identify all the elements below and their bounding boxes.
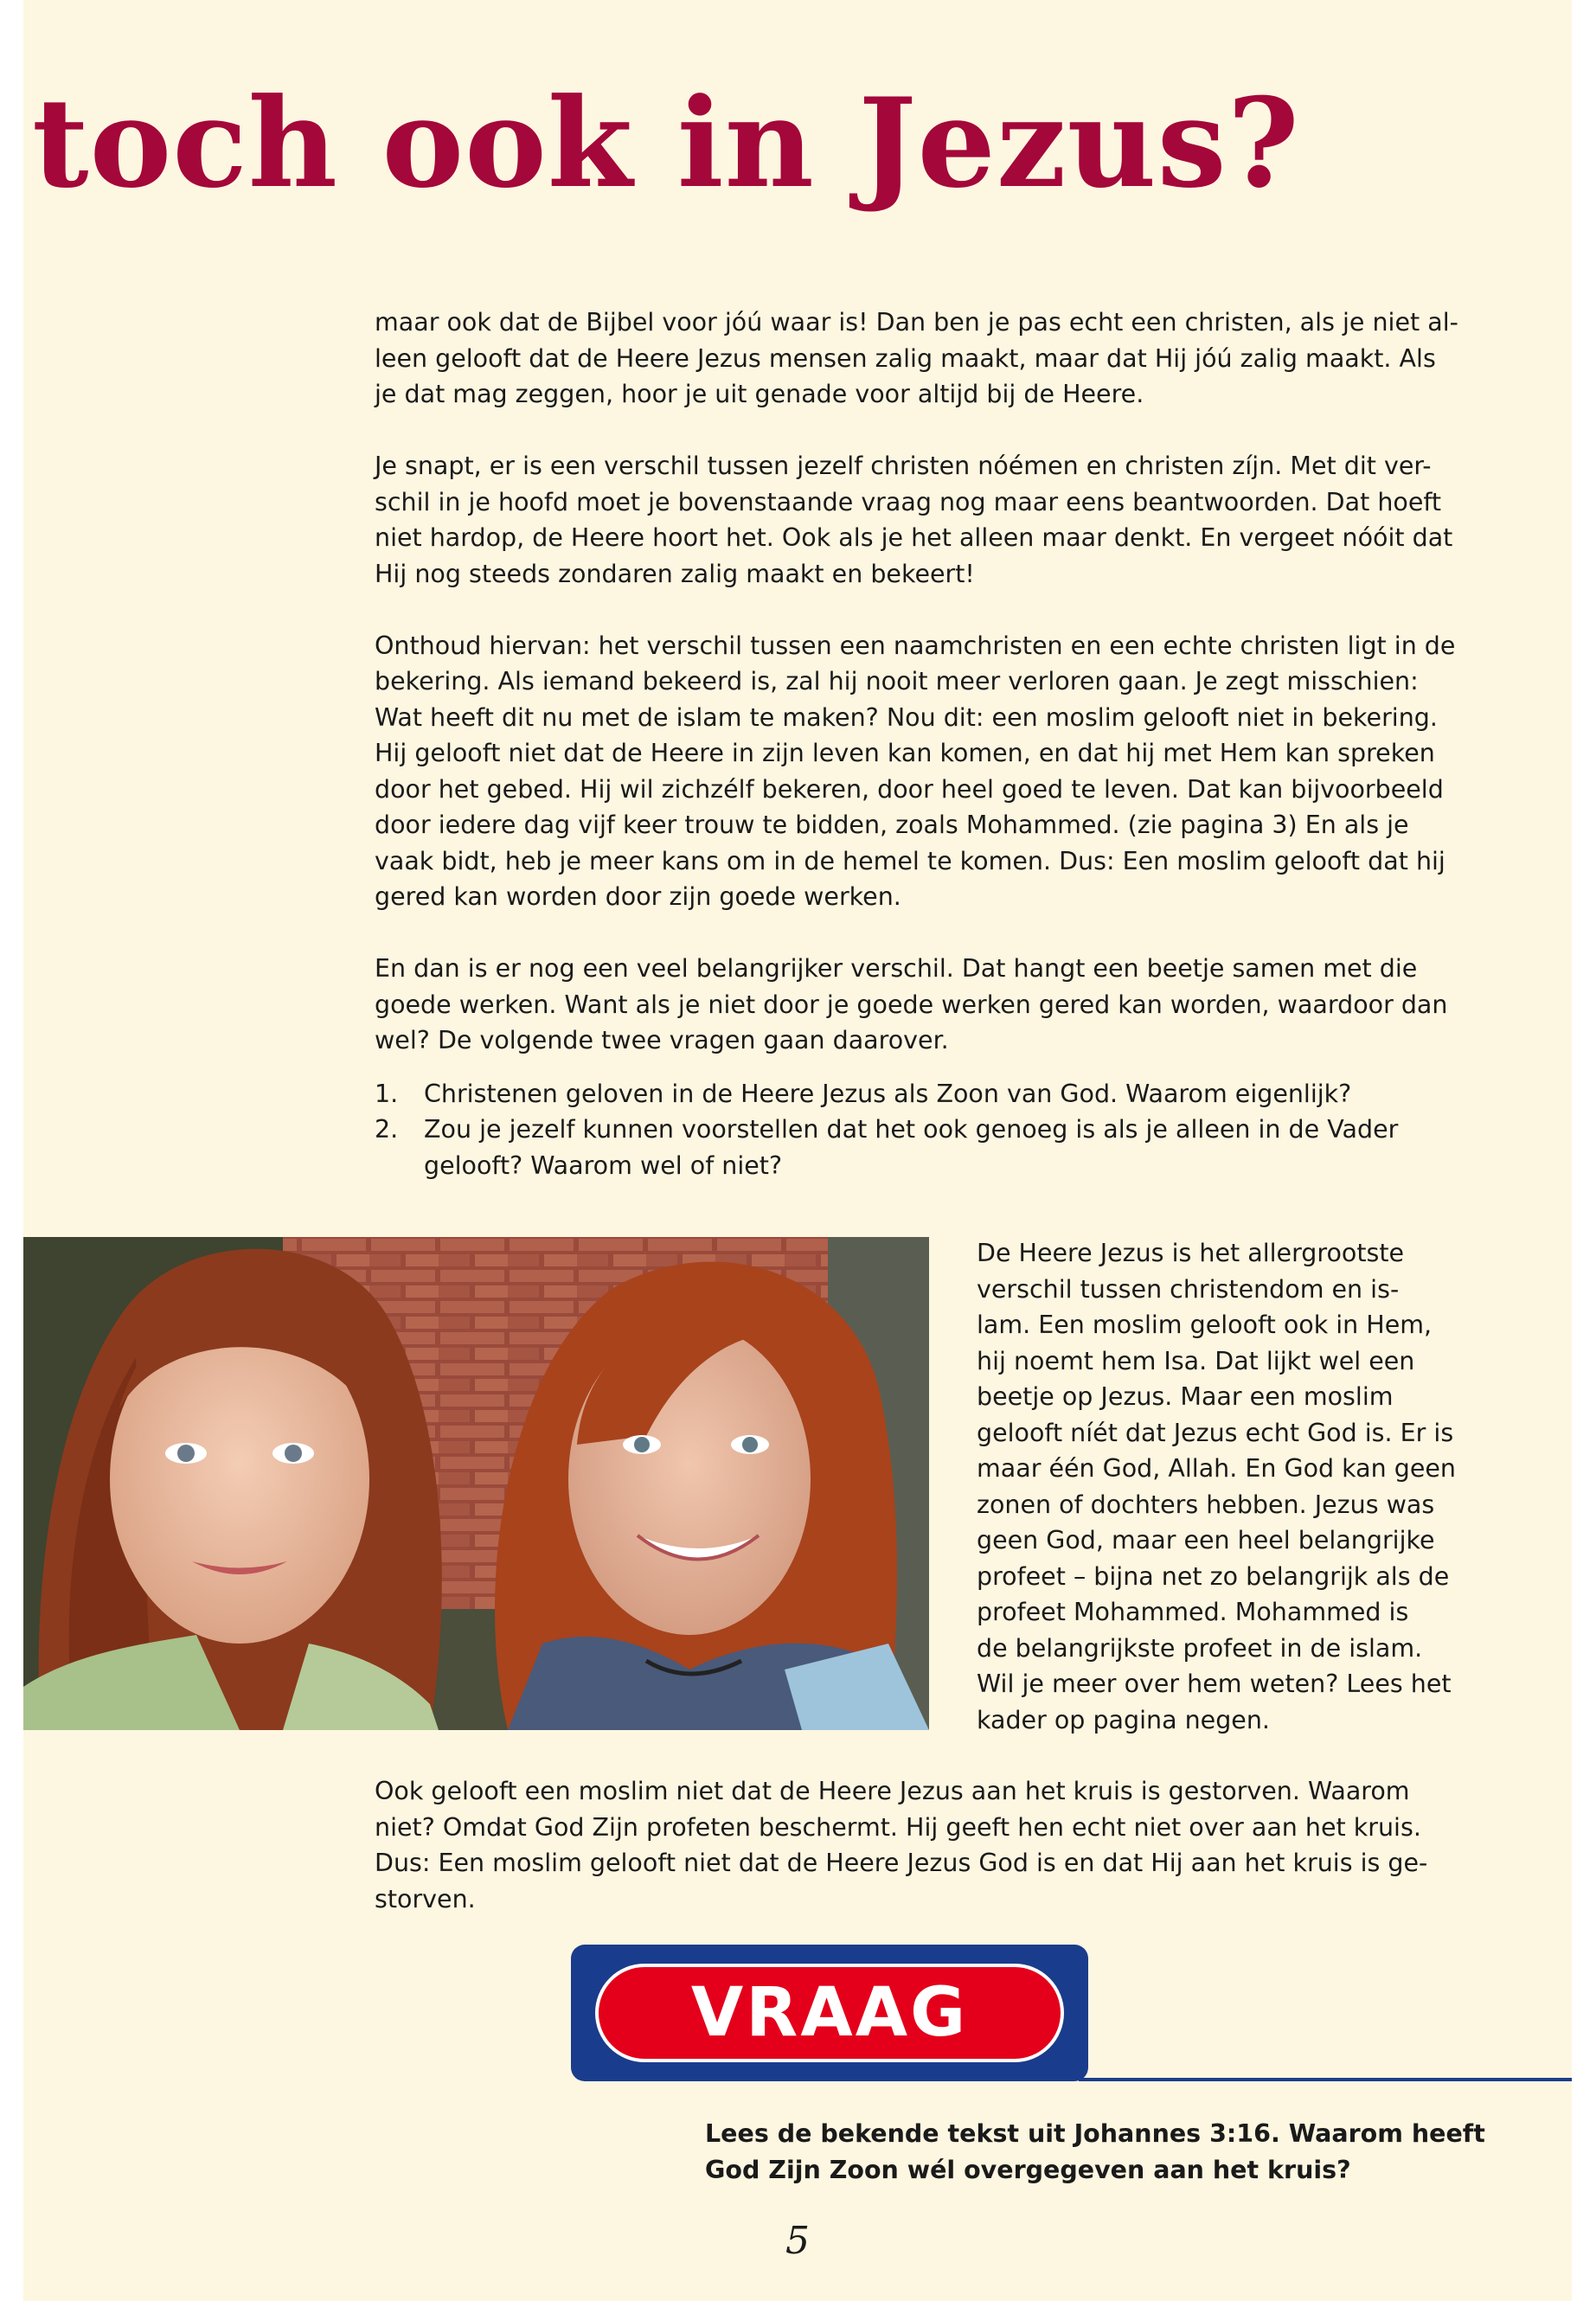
- vraag-question-line: God Zijn Zoon wél overgegeven aan het kruis?: [705, 2155, 1351, 2184]
- closing-line: Ook gelooft een moslim niet dat de Heere Jezus aan het kruis is gestorven. Waarom: [375, 1777, 1410, 1805]
- vraag-question: [705, 2116, 1485, 2188]
- vraag-divider: [1079, 2078, 1572, 2081]
- side-line: hij noemt hem Isa. Dat lijkt wel een: [977, 1346, 1415, 1375]
- vraag-label: VRAAG: [690, 1974, 969, 2052]
- side-line: gelooft níét dat Jezus echt God is. Er is: [977, 1418, 1454, 1447]
- question-number: 1.: [375, 1079, 399, 1108]
- closing-line: niet? Omdat God Zijn profeten beschermt. Hij geeft hen echt niet over aan het kruis.: [375, 1812, 1421, 1842]
- vraag-question-line: Lees de bekende tekst uit Johannes 3:16. Waarom heeft: [705, 2119, 1485, 2148]
- paragraph-3: Onthoud hiervan: het verschil tussen een naamchristen en een echte christen ligt in de bekering. Als iemand bekeerd is, zal hij nooit meer verloren gaan. Je zegt misschien: Wat heeft dit nu met de islam te maken? Nou dit: een moslim gelooft niet in bekering. Hij gelooft niet dat de Heere in zijn leven kan komen, en dat hij met Hem kan spreken door het gebed. Hij wil zichzélf bekeren, door heel goed te leven. Dat kan bijvoorbeeld door iedere dag vijf keer trouw te bidden, zoals Mohammed. (zie pagina 3) En als je vaak bidt, heb je meer kans om in de hemel te komen. Dus: Een moslim gelooft dat hij gered kan worden door zijn goede werken.: [375, 631, 1456, 911]
- side-line: verschil tussen christendom en is-: [977, 1274, 1400, 1304]
- question-number: 2.: [375, 1115, 399, 1144]
- closing-line: Dus: Een moslim gelooft niet dat de Heere Jezus God is en dat Hij aan het kruis is ge-: [375, 1849, 1428, 1877]
- question-item-1: [375, 1076, 1462, 1112]
- question-text: Christenen geloven in de Heere Jezus als Zoon van God. Waarom eigenlijk?: [424, 1079, 1352, 1108]
- side-line: maar één God, Allah. En God kan geen: [977, 1454, 1456, 1483]
- side-line: kader op pagina negen.: [977, 1705, 1270, 1734]
- page-number: 5: [785, 2219, 810, 2263]
- closing-line: storven.: [375, 1884, 476, 1913]
- side-line: de belangrijkste profeet in de islam.: [977, 1633, 1423, 1663]
- intro-text: [375, 304, 1490, 1183]
- photo-two-girls: [23, 1237, 929, 1730]
- question-item-2: [375, 1112, 1462, 1183]
- side-line: geen God, maar een heel belangrijke: [977, 1526, 1435, 1554]
- side-line: Wil je meer over hem weten? Lees het: [977, 1670, 1452, 1698]
- paragraph-4: En dan is er nog een veel belangrijker verschil. Dat hangt een beetje samen met die goede werken. Want als je niet door je goede werken gered kan worden, waardoor dan wel? De volgende twee vragen gaan daarover.: [375, 954, 1448, 1054]
- question-list: [375, 1076, 1490, 1184]
- closing-paragraph: [375, 1773, 1490, 1917]
- page-title: toch ook in Jezus?: [32, 72, 1300, 215]
- side-column-text: [977, 1235, 1461, 1738]
- side-line: zonen of dochters hebben. Jezus was: [977, 1490, 1435, 1519]
- page: [23, 0, 1572, 2301]
- side-line: De Heere Jezus is het allergrootste: [977, 1239, 1405, 1267]
- side-line: beetje op Jezus. Maar een moslim: [977, 1382, 1394, 1411]
- side-line: profeet Mohammed. Mohammed is: [977, 1598, 1409, 1626]
- paragraph-2: Je snapt, er is een verschil tussen jezelf christen nóémen en christen zíjn. Met dit ver- schil in je hoofd moet je bovenstaande vraag nog maar eens beantwoorden. Dat hoeft niet hardop, de Heere hoort het. Ook als je het alleen maar denkt. En vergeet nóóit dat Hij nog steeds zondaren zalig maakt en bekeert!: [375, 452, 1453, 588]
- question-text: Zou je jezelf kunnen voorstellen dat het ook genoeg is als je alleen in de Vader gelooft? Waarom wel of niet?: [424, 1115, 1399, 1180]
- paragraph-1: maar ook dat de Bijbel voor jóú waar is! Dan ben je pas echt een christen, als je niet al- leen gelooft dat de Heere Jezus mensen zalig maakt, maar dat Hij jóú zalig maakt. Als je dat mag zeggen, hoor je uit genade voor altijd bij de Heere.: [375, 308, 1458, 408]
- vraag-pill: [595, 1964, 1064, 2062]
- vraag-banner: [571, 1945, 1088, 2081]
- side-line: profeet – bijna net zo belangrijk als de: [977, 1561, 1450, 1591]
- side-line: lam. Een moslim gelooft ook in Hem,: [977, 1311, 1433, 1339]
